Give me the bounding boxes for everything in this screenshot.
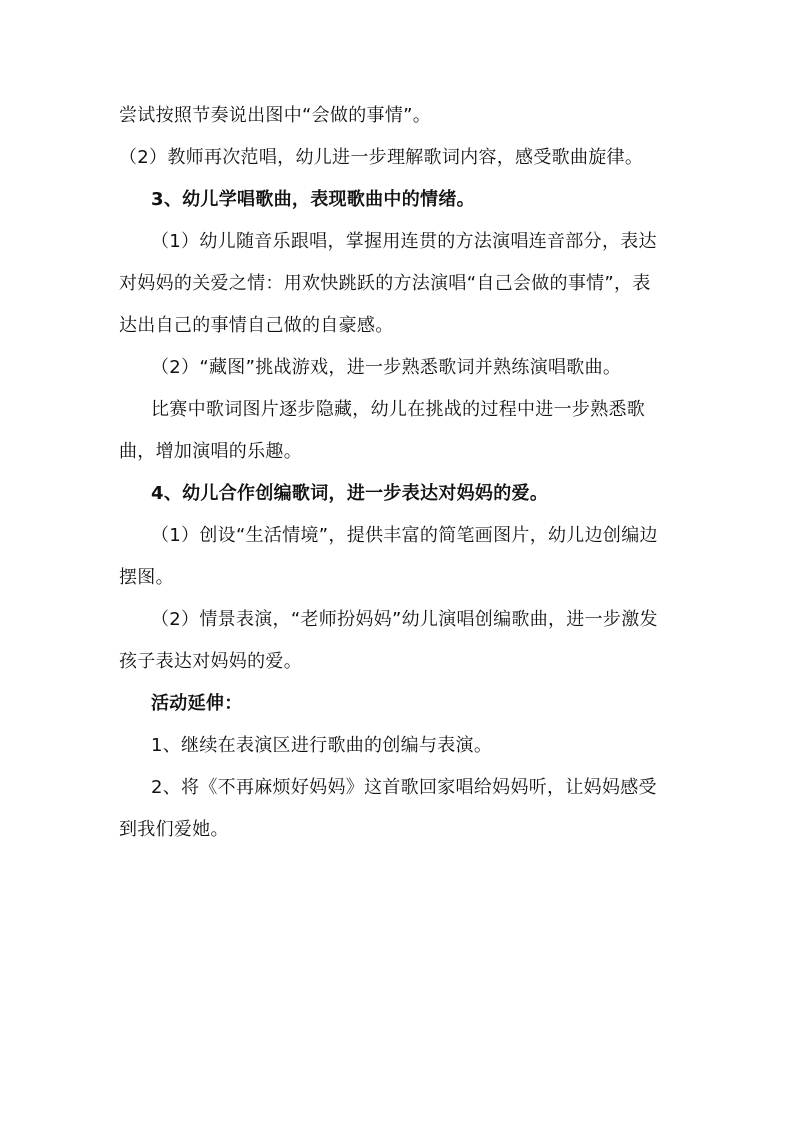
section-heading-3: 3、幼儿学唱歌曲，表现歌曲中的情绪。 — [151, 189, 475, 210]
text-line-16: 1、继续在表演区进行歌曲的创编与表演。 — [151, 735, 493, 756]
text-line-17: 2、将《不再麻烦好妈妈》这首歌回家唱给妈妈听，让妈妈感受 — [151, 777, 657, 798]
text-line-2: （2）教师再次范唱，幼儿进一步理解歌词内容，感受歌曲旋律。 — [119, 147, 644, 168]
text-line-13: （2）情景表演，“老师扮妈妈”幼儿演唱创编歌曲，进一步激发 — [151, 609, 658, 630]
text-line-9: 曲，增加演唱的乐趣。 — [119, 441, 302, 462]
text-line-6: 达出自己的事情自己做的自豪感。 — [119, 315, 394, 336]
activity-extension-heading: 活动延伸： — [151, 693, 243, 714]
text-line-8: 比赛中歌词图片逐步隐藏，幼儿在挑战的过程中进一步熟悉歌 — [151, 399, 646, 420]
text-line-1: 尝试按照节奏说出图中“会做的事情”。 — [119, 105, 432, 126]
section-heading-4: 4、幼儿合作创编歌词，进一步表达对妈妈的爱。 — [151, 483, 549, 504]
text-line-14: 孩子表达对妈妈的爱。 — [119, 651, 302, 672]
text-line-7: （2）“藏图”挑战游戏，进一步熟悉歌词并熟练演唱歌曲。 — [151, 357, 622, 378]
text-line-11: （1）创设“生活情境”，提供丰富的简笔画图片，幼儿边创编边 — [151, 525, 658, 546]
text-line-12: 摆图。 — [119, 567, 174, 588]
text-line-5: 对妈妈的关爱之情：用欢快跳跃的方法演唱“自己会做的事情”，表 — [119, 273, 651, 294]
text-line-18: 到我们爱她。 — [119, 819, 229, 840]
text-line-4: （1）幼儿随音乐跟唱，掌握用连贯的方法演唱连音部分，表达 — [151, 231, 657, 252]
